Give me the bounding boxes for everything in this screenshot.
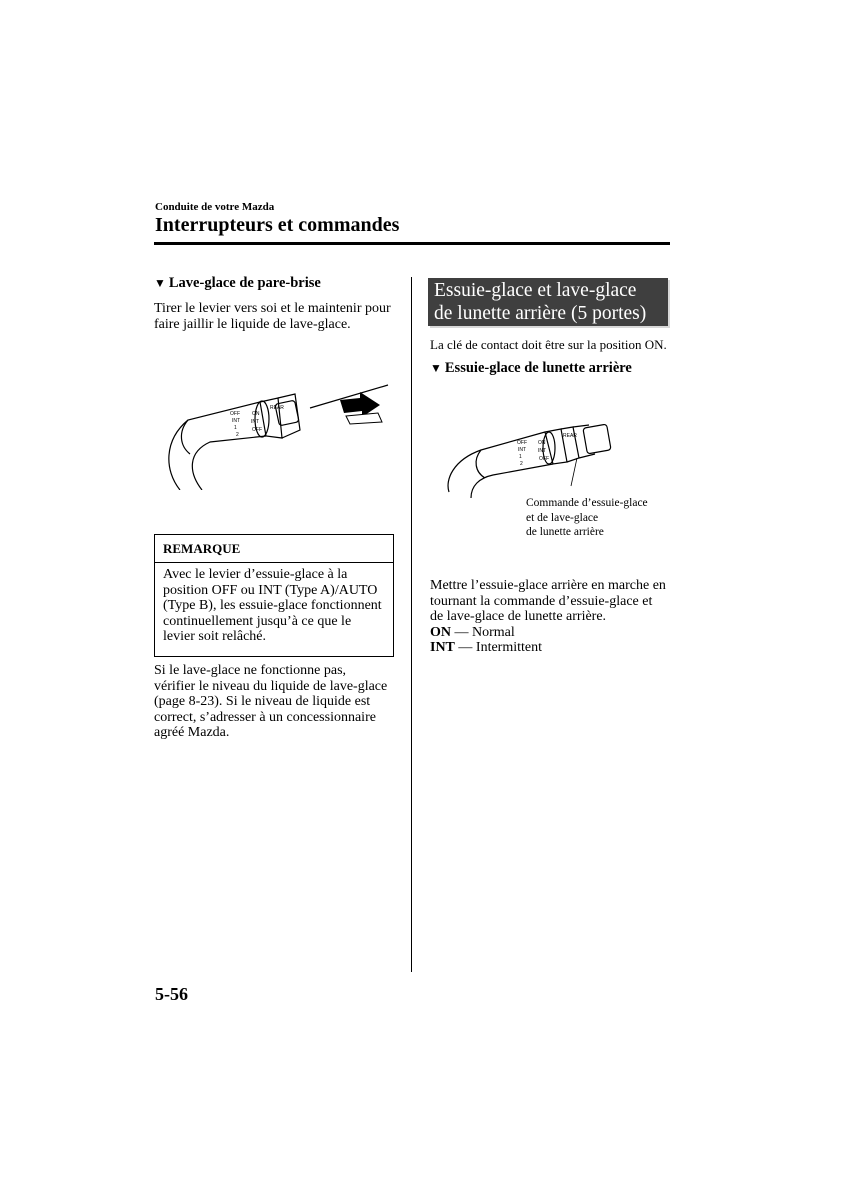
label-off: OFF [230, 411, 240, 417]
mode-desc: — Normal [454, 624, 515, 640]
text-line: levier soit relâché. [163, 629, 267, 644]
mode-key: INT [430, 640, 455, 655]
text-line: tournant la commande d’essuie-glace et [430, 593, 653, 609]
rear-wiper-section-heading [428, 278, 668, 326]
mode-on [430, 625, 675, 641]
washer-intro [154, 301, 404, 332]
text-line: (page 8-23). Si le niveau de liquide est [154, 694, 371, 709]
callout-line: et de lave-glace [526, 511, 599, 524]
text-line: (Type B), les essuie-glace fonctionnent [163, 598, 382, 613]
label-on: ON [252, 411, 260, 417]
triangle-down-icon: ▼ [154, 276, 166, 290]
text-line: Si le lave-glace ne fonctionne pas, [154, 663, 347, 678]
label-2: 2 [520, 461, 523, 467]
washer-heading [154, 275, 321, 292]
section-label: Conduite de votre Mazda [155, 201, 275, 213]
note-box [154, 534, 394, 657]
note-header [155, 535, 393, 563]
text-line: Mettre l’essuie-glace arrière en marche en [430, 578, 666, 593]
mode-int [430, 640, 675, 656]
callout-line: de lunette arrière [526, 526, 604, 538]
title-rule [154, 242, 670, 245]
rear-wiper-switch-illustration [445, 420, 625, 500]
label-off-rear: OFF [252, 427, 262, 433]
text-line: Tirer le levier vers soi et le maintenir pour [154, 301, 391, 316]
text-line: position OFF ou INT (Type A)/AUTO [163, 582, 378, 598]
text-line: continuellement jusqu’à ce que le [163, 613, 352, 629]
callout-leader-line [571, 458, 577, 486]
text-line: correct, s’adresser à un concessionnaire [154, 709, 376, 725]
label-1: 1 [519, 454, 522, 460]
mode-key: ON [430, 624, 451, 640]
page-number: 5-56 [155, 984, 188, 1004]
label-rear: REAR [563, 433, 577, 439]
chapter-title: Interrupteurs et commandes [155, 214, 400, 236]
label-int-rear: INT [538, 448, 547, 454]
label-on: ON [538, 440, 546, 446]
callout-line: Commande d’essuie-glace [526, 497, 648, 509]
label-int: INT [518, 447, 527, 453]
note-title: REMARQUE [163, 541, 241, 556]
label-1: 1 [234, 425, 237, 431]
label-int-rear: INT [251, 419, 260, 425]
label-int: INT [232, 418, 241, 424]
text-line: agréé Mazda. [154, 725, 230, 740]
text-line: de lave-glace de lunette arrière. [430, 609, 607, 624]
rear-wiper-heading-text: Essuie-glace de lunette arrière [444, 360, 632, 376]
box-title-line: Essuie-glace et lave-glace [434, 280, 637, 301]
wiper-lever-pull-illustration [150, 380, 395, 490]
label-rear: REAR [270, 405, 284, 411]
text-line: Avec le levier d’essuie-glace à la [163, 567, 348, 582]
box-title-line: de lunette arrière (5 portes) [434, 303, 647, 324]
rear-wiper-instructions [430, 578, 675, 656]
mode-desc: — Intermittent [458, 640, 542, 655]
washer-heading-text: Lave-glace de pare-brise [168, 275, 321, 291]
triangle-down-icon: ▼ [430, 361, 442, 375]
ignition-note: La clé de contact doit être sur la position ON. [430, 337, 667, 352]
note-text [163, 567, 389, 645]
label-2: 2 [236, 432, 239, 438]
label-off-rear: OFF [539, 456, 549, 462]
rear-wiper-heading [430, 360, 632, 377]
text-line: vérifier le niveau du liquide de lave-glace [154, 678, 388, 694]
column-divider [411, 277, 412, 972]
label-off: OFF [517, 440, 527, 446]
text-line: faire jaillir le liquide de lave-glace. [154, 316, 351, 332]
washer-check-text [154, 663, 404, 741]
rear-switch-callout [526, 496, 676, 540]
